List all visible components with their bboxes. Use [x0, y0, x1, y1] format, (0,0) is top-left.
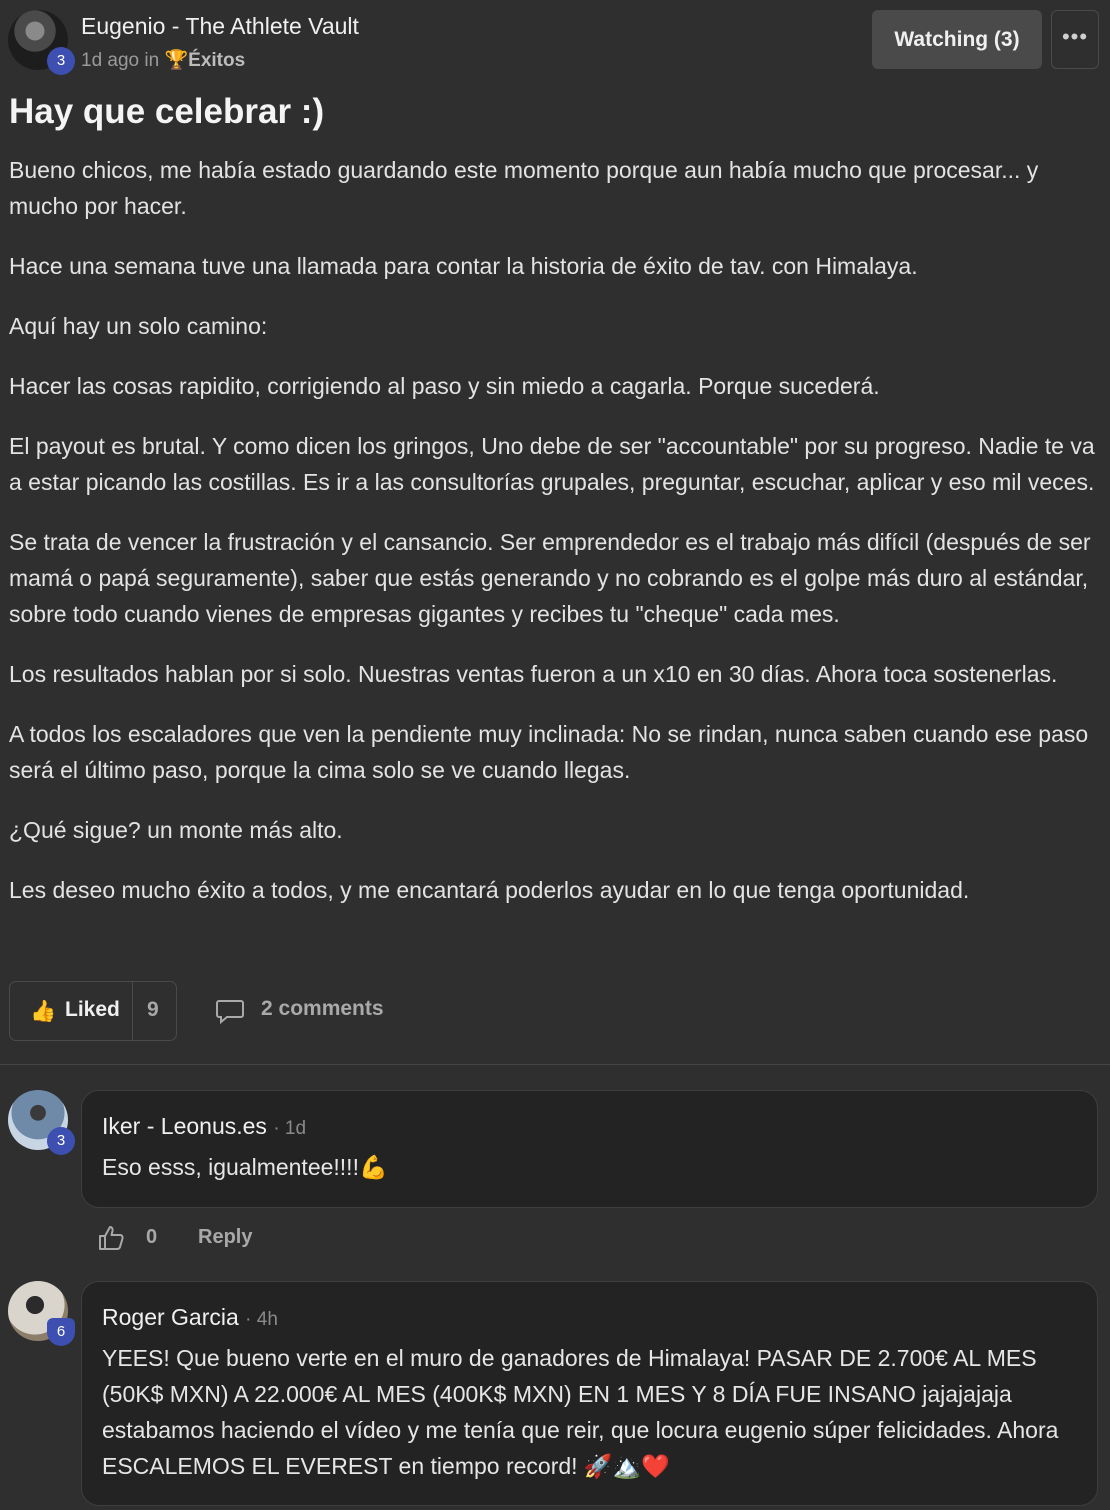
comments-count-label: 2 comments	[261, 997, 384, 1020]
thumbs-up-icon: 👍	[30, 1000, 57, 1023]
trophy-icon: 🏆	[164, 50, 189, 71]
divider	[0, 1064, 1110, 1065]
reply-button[interactable]: Reply	[198, 1226, 253, 1248]
post-paragraph: A todos los escaladores que ven la pendiente muy inclinada: No se rindan, nunca saben cuando ese paso será el último paso, porque la cima solo se ve cuando llegas.	[9, 721, 1089, 783]
comment-text: YEES! Que bueno verte en el muro de ganadores de Himalaya! PASAR DE 2.700€ AL MES (50K$ MXN) A 22.000€ AL MES (400K$ MXN) EN 1 MES Y 8 DÍA FUE INSANO jajajajaja estabamos haciendo el vídeo y me tenía que reir, que locura eugenio súper felicidades. Ahora ESCALEMOS EL EVEREST en tiempo record! 🚀🏔️❤️	[102, 1345, 1059, 1479]
post-paragraph: Les deseo mucho éxito a todos, y me encantará poderlos ayudar en lo que tenga oportunidad.	[9, 877, 970, 903]
comment-time: · 1d	[273, 1118, 307, 1139]
like-group	[9, 981, 177, 1041]
post-paragraph: Se trata de vencer la frustración y el cansancio. Ser emprendedor es el trabajo más difícil (después de ser mamá o papá seguramente), saber que estás generando y no cobrando es el golpe más duro al estándar, sobre todo cuando vienes de empresas gigantes y recibes tu "cheque" cada mes.	[9, 529, 1091, 627]
post-paragraph: Bueno chicos, me había estado guardando este momento porque aun había mucho que procesar... y mucho por hacer.	[9, 157, 1039, 219]
comment-author[interactable]: Iker - Leonus.es	[102, 1113, 267, 1139]
author-level-badge: 3	[47, 47, 75, 75]
comment-author[interactable]: Roger Garcia	[102, 1304, 239, 1330]
post-paragraph: Hace una semana tuve una llamada para contar la historia de éxito de tav. con Himalaya.	[9, 253, 918, 279]
more-options-icon[interactable]: •••	[1051, 10, 1099, 69]
comment-bubble	[81, 1281, 1098, 1506]
post-paragraph: ¿Qué sigue? un monte más alto.	[9, 817, 343, 843]
post-author-name[interactable]: Eugenio - The Athlete Vault	[81, 13, 359, 39]
like-count[interactable]: 9	[147, 998, 159, 1021]
comment-author-line	[102, 1113, 306, 1140]
comment-author-line	[102, 1304, 278, 1331]
commenter-level-badge: 3	[47, 1127, 75, 1155]
post-header	[0, 0, 1110, 80]
post-title: Hay que celebrar :)	[9, 92, 325, 131]
like-button[interactable]	[10, 982, 132, 1040]
comment-time: · 4h	[245, 1309, 278, 1330]
post-paragraph: Aquí hay un solo camino:	[9, 313, 268, 339]
post-paragraph: Hacer las cosas rapidito, corrigiendo al paso y sin miedo a cagarla. Porque sucederá.	[9, 373, 880, 399]
post-paragraph: Los resultados hablan por si solo. Nuestras ventas fueron a un x10 en 30 días. Ahora toca sostenerlas.	[9, 661, 1058, 687]
post-body	[9, 152, 1104, 932]
post-meta	[81, 48, 245, 72]
post-time: 1d ago in	[81, 50, 160, 71]
comment-like-count: 0	[146, 1226, 158, 1248]
comment-bubble	[81, 1090, 1098, 1208]
comment-text: Eso esss, igualmentee!!!!💪	[102, 1154, 388, 1180]
commenter-level-badge: 6	[47, 1318, 75, 1346]
like-divider	[132, 982, 133, 1040]
thumbs-up-outline-icon[interactable]	[97, 1224, 125, 1252]
watching-button[interactable]: Watching (3)	[872, 10, 1042, 69]
comment-bubble-icon	[215, 998, 245, 1024]
like-label: Liked	[65, 998, 120, 1021]
post-category-link[interactable]: Éxitos	[188, 50, 246, 71]
post-paragraph: El payout es brutal. Y como dicen los gringos, Uno debe de ser "accountable" por su progreso. Nadie te va a estar picando las costillas. Es ir a las consultorías grupales, preguntar, escuchar, aplicar y eso mil veces.	[9, 433, 1095, 495]
